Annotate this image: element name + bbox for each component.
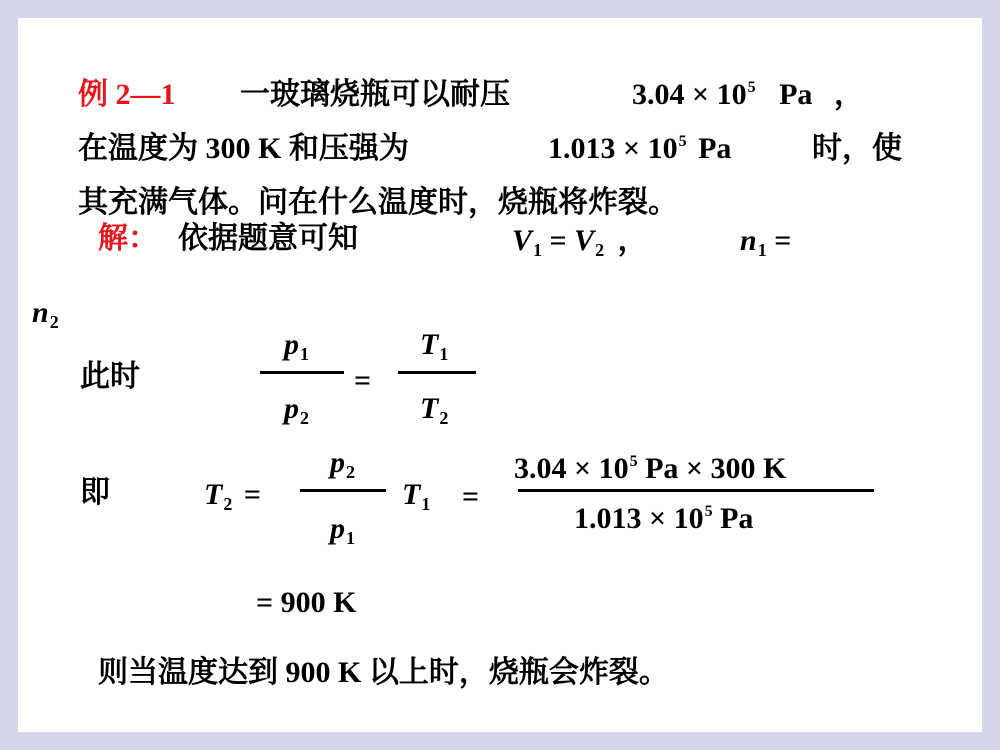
fraction-p1: $p_1$ bbox=[284, 328, 309, 364]
solution-intro: 依据题意可知 bbox=[178, 222, 358, 255]
max-pressure: $3.04 \times 10^5$ Pa ， bbox=[632, 78, 864, 111]
result-value: = 900 K bbox=[256, 586, 357, 619]
equals-sign-2: = bbox=[462, 480, 480, 513]
i-e-label: 即 bbox=[80, 476, 110, 509]
numeric-numerator: $3.04 \times 10^5$ Pa × 300 K bbox=[514, 452, 787, 485]
problem-line2-text: 在温度为 300 K 和压强为 bbox=[78, 132, 409, 165]
T1-factor: $T_1$ bbox=[402, 478, 431, 514]
solution-label: 解： bbox=[98, 222, 158, 255]
problem-line1-text: 一玻璃烧瓶可以耐压 bbox=[240, 78, 510, 111]
at-this-time-label: 此时 bbox=[80, 360, 140, 393]
problem-line2-end: 时，使 bbox=[812, 132, 902, 165]
conclusion-text: 则当温度达到 900 K 以上时，烧瓶会炸裂。 bbox=[98, 656, 669, 689]
fraction-T2: $T_2$ bbox=[420, 392, 449, 428]
equal-moles-right: $n_2$ bbox=[32, 296, 59, 332]
fraction-bar-T bbox=[398, 371, 476, 374]
fraction-bar-p bbox=[260, 371, 344, 374]
slide bbox=[18, 18, 982, 732]
fill-pressure: $1.013 \times 10^5$ Pa bbox=[548, 132, 732, 165]
fraction-bar-numeric bbox=[518, 489, 874, 492]
T2-lhs: $T_2$ = bbox=[204, 478, 261, 514]
numeric-denominator: $1.013 \times 10^5$ Pa bbox=[574, 502, 754, 535]
fraction-p2-num: $p_2$ bbox=[330, 446, 355, 482]
example-label: 例 2—1 bbox=[78, 78, 176, 111]
fraction-p1-den: $p_1$ bbox=[330, 512, 355, 548]
fraction-bar-pp bbox=[300, 489, 386, 492]
equals-sign: = bbox=[354, 364, 372, 397]
fraction-T1: $T_1$ bbox=[420, 328, 449, 364]
fraction-p2: $p_2$ bbox=[284, 392, 309, 428]
problem-line3-text: 其充满气体。问在什么温度时，烧瓶将炸裂。 bbox=[78, 186, 678, 219]
equal-volume: $V_1 = V_2$ ， bbox=[512, 224, 648, 260]
equal-moles-left: $n_1$ = bbox=[740, 224, 792, 260]
